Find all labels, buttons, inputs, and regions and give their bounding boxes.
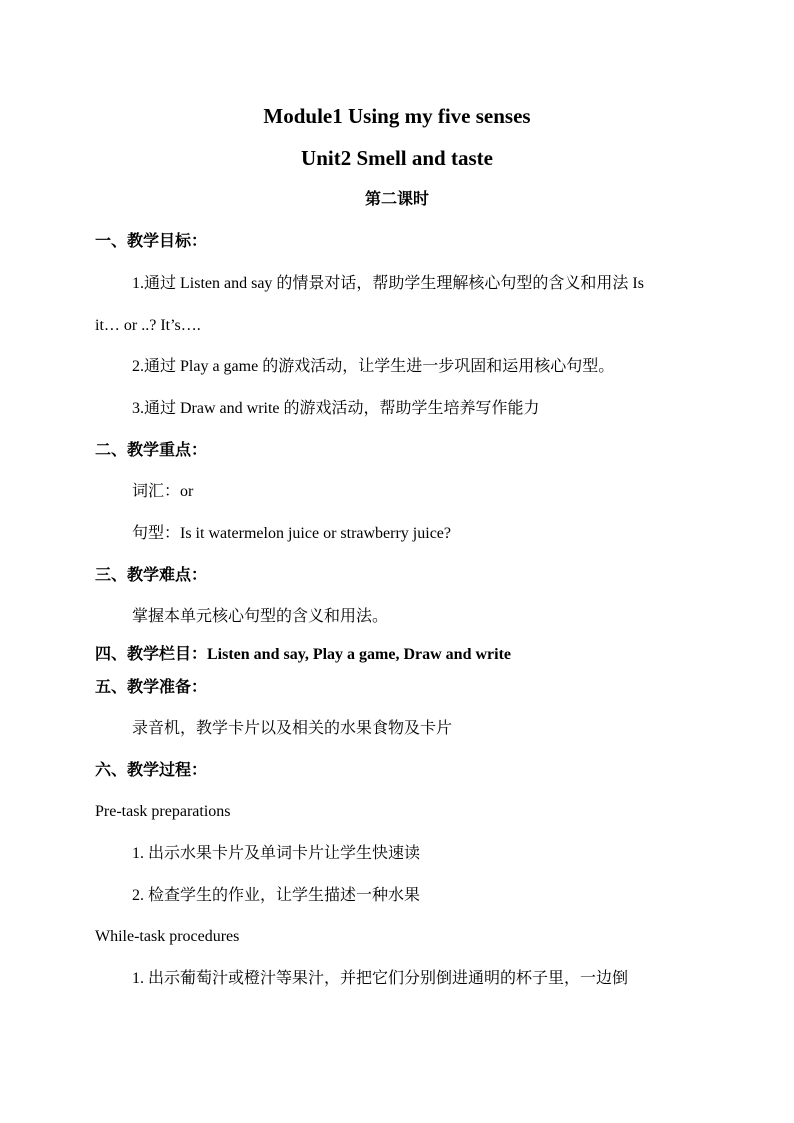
objective-item-1-line-1: 1.通过 Listen and say 的情景对话，帮助学生理解核心句型的含义和用法 Is <box>132 275 644 292</box>
objectives-heading: 一、教学目标： <box>95 233 208 250</box>
objective-item-2: 2.通过 Play a game 的游戏活动，让学生进一步巩固和运用核心句型。 <box>132 358 615 375</box>
while-task-label: While-task procedures <box>95 928 240 945</box>
pre-task-item-1: 1. 出示水果卡片及单词卡片让学生快速读 <box>132 845 421 862</box>
key-points-heading: 二、教学重点： <box>95 442 208 459</box>
columns-heading: 四、教学栏目：Listen and say, Play a game, Draw and write <box>95 646 512 663</box>
key-points-pattern: 句型：Is it watermelon juice or strawberry juice? <box>132 525 452 542</box>
process-heading: 六、教学过程： <box>95 762 208 779</box>
difficulties-text: 掌握本单元核心句型的含义和用法。 <box>132 608 389 625</box>
pre-task-item-2: 2. 检查学生的作业，让学生描述一种水果 <box>132 887 421 904</box>
key-points-vocab: 词汇：or <box>132 483 194 500</box>
objective-item-3: 3.通过 Draw and write 的游戏活动，帮助学生培养写作能力 <box>132 400 540 417</box>
preparation-heading: 五、教学准备： <box>95 679 208 696</box>
lesson-label: 第二课时 <box>364 191 429 208</box>
document-subtitle: Unit2 Smell and taste <box>301 146 493 170</box>
while-task-item-1: 1. 出示葡萄汁或橙汁等果汁，并把它们分别倒进通明的杯子里，一边倒 <box>132 970 629 987</box>
objective-item-1-line-2: it… or ..? It’s…. <box>95 317 201 334</box>
difficulties-heading: 三、教学难点： <box>95 567 208 584</box>
document-title: Module1 Using my five senses <box>263 104 531 128</box>
preparation-text: 录音机，教学卡片以及相关的水果食物及卡片 <box>132 720 453 737</box>
pre-task-label: Pre-task preparations <box>95 803 231 820</box>
